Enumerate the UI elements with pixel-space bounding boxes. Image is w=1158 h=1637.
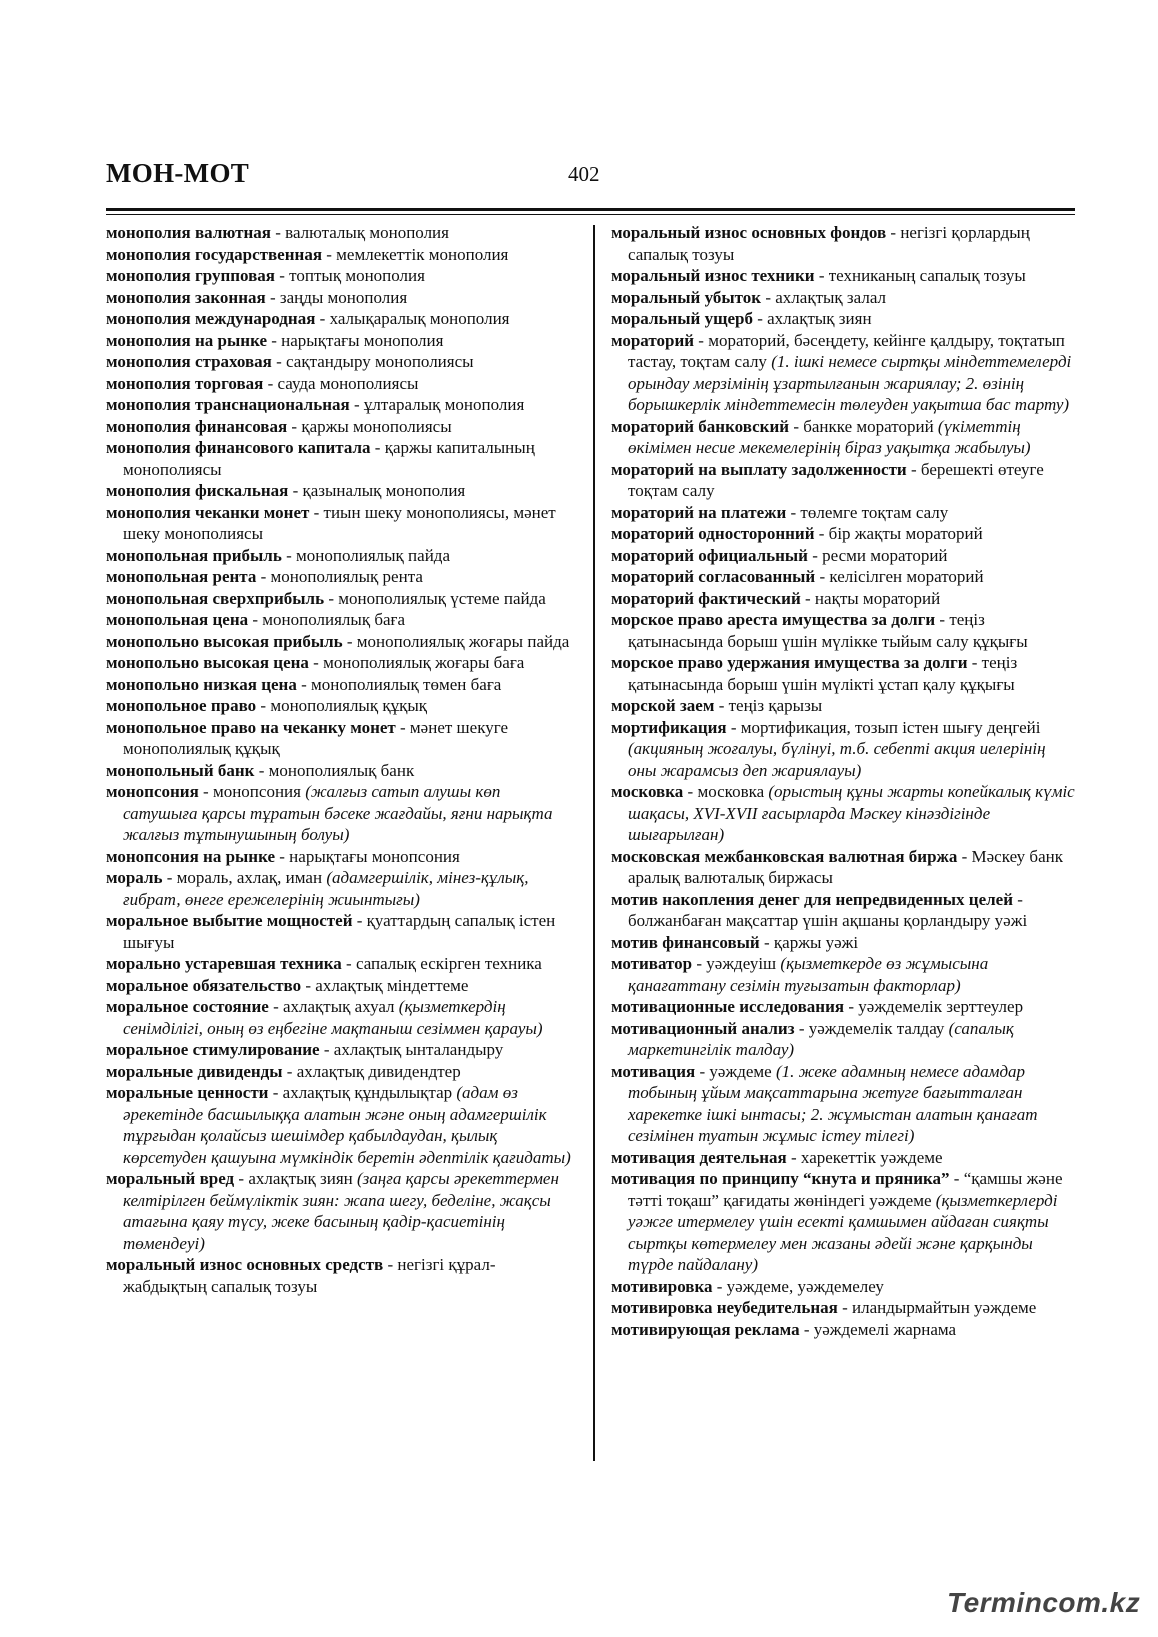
entry-definition: - мортификация, тозып істен шығу деңгейі — [726, 717, 1041, 737]
dictionary-entry — [611, 308, 1077, 330]
entry-term: монопсония на рынке — [106, 846, 276, 866]
dictionary-entry — [611, 717, 1077, 782]
entry-definition: - уәждемелік талдау — [794, 1018, 949, 1038]
entry-term: морской заем — [611, 696, 715, 715]
dictionary-entry — [106, 695, 578, 717]
dictionary-entry — [611, 953, 1077, 996]
entry-term: монопольно высокая цена — [106, 653, 309, 672]
dictionary-entry — [106, 846, 578, 868]
entry-definition: - “қамшы және тәтті тоқаш” қағидаты жөніндегі уәждеме — [628, 1169, 1063, 1210]
dictionary-entry — [611, 566, 1077, 588]
dictionary-entry — [611, 523, 1077, 545]
entry-term: мотивировка неубедительная — [611, 1298, 838, 1317]
dictionary-entry — [611, 1018, 1077, 1061]
entry-term: мортификация — [611, 717, 727, 737]
entry-term: мораторий на выплату задолженности — [611, 459, 907, 479]
dictionary-entry — [611, 330, 1077, 416]
dictionary-entry — [106, 287, 578, 309]
entry-term: морское право удержания имущества за долги — [611, 653, 968, 672]
dictionary-entry — [106, 244, 578, 266]
entry-term: мораторий согласованный — [611, 567, 816, 586]
dictionary-entry — [106, 1082, 578, 1168]
entry-term: мотивирующая реклама — [611, 1319, 800, 1339]
dictionary-entry — [106, 1039, 578, 1061]
dictionary-entry — [611, 996, 1077, 1018]
dictionary-entry — [611, 545, 1077, 567]
entry-definition: - төлемге тоқтам салу — [786, 502, 949, 522]
entry-definition: - монополиялық жоғары пайда — [342, 631, 570, 651]
dictionary-entry — [611, 222, 1077, 265]
entry-definition: - ресми мораторий — [807, 545, 948, 565]
entry-definition: - техниканың сапалық тозуы — [814, 266, 1026, 285]
page-header — [106, 158, 1075, 192]
entry-term: морское право ареста имущества за долги — [611, 610, 936, 629]
dictionary-entry — [106, 265, 578, 287]
entry-term: мотивация деятельная — [611, 1147, 787, 1167]
entry-note: (акцияның жоғалуы, бүлінуі, т.б. себепті акция иелерінің оны жарамсыз деп жариялауы) — [628, 739, 1046, 780]
dictionary-entry — [611, 889, 1077, 932]
entry-definition: - банкке мораторий — [789, 416, 938, 436]
entry-definition: - сауда монополиясы — [263, 373, 419, 393]
entry-term: моральное состояние — [106, 997, 269, 1016]
entry-term: московская межбанковская валютная биржа — [611, 846, 958, 866]
dictionary-entry — [106, 416, 578, 438]
entry-definition: - уәждеме, уәждемелеу — [712, 1276, 884, 1296]
dictionary-entry — [106, 975, 578, 997]
entry-note: (адамгершілік, мінез-құлық, ғибрат, өнеге ережелерінің жиынтығы) — [123, 868, 529, 909]
entry-term: моральный вред — [106, 1169, 235, 1188]
dictionary-entry — [611, 459, 1077, 502]
entry-term: монопольное право на чеканку монет — [106, 717, 396, 737]
entry-term: монополия торговая — [106, 373, 264, 393]
header-rule-thick — [106, 208, 1075, 211]
entry-term: моральные дивиденды — [106, 1061, 283, 1081]
dictionary-entry — [106, 652, 578, 674]
dictionary-entry — [106, 867, 578, 910]
entry-term: мораторий односторонний — [611, 524, 815, 543]
entry-definition: - сақтандыру монополиясы — [271, 352, 474, 371]
dictionary-entry — [106, 609, 578, 631]
entry-definition: - ұлтаралық монополия — [349, 395, 525, 414]
entry-term: моральное обязательство — [106, 975, 302, 995]
entry-definition: - мемлекеттік монополия — [322, 244, 509, 264]
entry-term: монополия страховая — [106, 352, 272, 371]
entry-definition: - қаржы монополиясы — [287, 416, 452, 436]
entry-definition: - нарықтағы монопсония — [275, 846, 460, 866]
dictionary-entry — [106, 330, 578, 352]
entry-definition: - Мәскеу банк аралық валюталық биржасы — [628, 846, 1063, 887]
dictionary-entry — [611, 1147, 1077, 1169]
entry-term: монополия финансового капитала — [106, 438, 371, 457]
entry-term: моральные ценности — [106, 1083, 269, 1102]
entry-definition: - харекеттік уәждеме — [786, 1147, 943, 1167]
entry-definition: - теңіз қарызы — [714, 696, 823, 715]
entry-definition: - қазыналық монополия — [288, 481, 466, 500]
dictionary-entry — [106, 351, 578, 373]
site-logo[interactable]: Termincom.kz — [947, 1587, 1141, 1618]
entry-term: мораторий — [611, 330, 695, 350]
dictionary-entry — [611, 781, 1077, 846]
dictionary-entry — [106, 222, 578, 244]
entry-term: моральный ущерб — [611, 309, 753, 328]
entry-note: (орыстың құны жарты копейкалық күміс шақасы, XVI-XVII ғасырларда Мәскеу кінәздігінде шығарылған) — [628, 782, 1075, 844]
entry-term: моральный износ техники — [611, 266, 815, 285]
header-rule-thin — [106, 214, 1075, 215]
entry-definition: - мораль, ахлақ, иман — [162, 868, 327, 887]
entry-definition: - сапалық ескірген техника — [341, 954, 542, 973]
entry-term: монопсония — [106, 782, 199, 801]
dictionary-entry — [106, 631, 578, 653]
dictionary-entry — [611, 1319, 1077, 1341]
entry-term: монопольно высокая прибыль — [106, 631, 343, 651]
dictionary-entry — [611, 932, 1077, 954]
entry-term: монополия на рынке — [106, 330, 267, 350]
dictionary-entry — [106, 1254, 578, 1297]
entry-definition: - уәждемелі жарнама — [799, 1319, 957, 1339]
page-number: 402 — [568, 162, 600, 186]
entry-definition: - ахлақтық құндылықтар — [268, 1083, 457, 1102]
entry-term: мотивационный анализ — [611, 1018, 795, 1038]
entry-definition: - тиын шеку монополиясы, мәнет шеку монополиясы — [123, 502, 556, 543]
entry-term: монополия фискальная — [106, 481, 289, 500]
entry-definition: - нарықтағы монополия — [267, 330, 444, 350]
entry-term: монопольная прибыль — [106, 545, 282, 565]
entry-definition: - монопсония — [198, 782, 306, 801]
entry-note: (қызметкерде өз жұмысына қанағаттану сезімін туғызатын факторлар) — [628, 954, 989, 995]
dictionary-entry — [106, 953, 578, 975]
entry-note: (адам өз әрекетінде басшылыққа алатын және оның адамгершілік тұрғыдан қолайсыз шешімдер қабылдаудан, қылық көрсетуден қашуына мүмкіндік беретін әдептілік қағидаты) — [123, 1083, 571, 1167]
entry-term: мотивировка — [611, 1276, 713, 1296]
entry-term: мораторий официальный — [611, 545, 808, 565]
entry-term: мотив накопления денег для непредвиденных целей — [611, 889, 1013, 909]
entry-term: мотиватор — [611, 954, 693, 973]
entry-definition: - топтық монополия — [275, 266, 425, 285]
entry-term: монополия финансовая — [106, 416, 288, 436]
entry-term: монополия валютная — [106, 223, 271, 242]
left-column — [106, 222, 578, 1297]
entry-note: (1. ішкі немесе сыртқы міндеттемелерді орындау мерзімінің ұзартылғанын жариялау; 2. өзінің борышкерлік міндеттемесін төлеуден уақытша бас тарту) — [628, 352, 1072, 414]
entry-definition: - халықаралық монополия — [315, 309, 510, 328]
entry-term: моральное выбытие мощностей — [106, 911, 353, 930]
entry-term: монопольная цена — [106, 610, 249, 629]
dictionary-entry — [611, 1276, 1077, 1298]
dictionary-entry — [106, 1061, 578, 1083]
entry-term: моральный убыток — [611, 287, 762, 307]
entry-definition: - иландырмайтын уәждеме — [837, 1298, 1037, 1317]
entry-term: мотивация по принципу “кнута и пряника” — [611, 1169, 950, 1188]
dictionary-entry — [106, 545, 578, 567]
dictionary-entry — [106, 502, 578, 545]
entry-note: (сапалық маркетингілік талдау) — [628, 1018, 1014, 1059]
entry-term: московка — [611, 782, 684, 801]
entry-note: (қызметкердің сенімділігі, оның өз еңбегіне мақтаныш сезіммен қарауы) — [123, 997, 543, 1038]
entry-definition: - монополиялық үстеме пайда — [324, 588, 546, 608]
entry-definition: - қаржы уәжі — [759, 932, 859, 952]
dictionary-entry — [106, 674, 578, 696]
entry-definition: - мәнет шекуге монополиялық құқық — [123, 717, 509, 758]
entry-definition: - монополиялық пайда — [281, 545, 450, 565]
dictionary-entry — [611, 287, 1077, 309]
entry-term: мораторий банковский — [611, 416, 790, 436]
entry-term: моральное стимулирование — [106, 1040, 320, 1059]
entry-term: монополия международная — [106, 309, 316, 328]
entry-term: монополия транснациональная — [106, 395, 350, 414]
dictionary-entry — [106, 308, 578, 330]
entry-definition: - негізгі құрал-жабдықтың сапалық тозуы — [123, 1255, 496, 1296]
entry-definition: - теңіз қатынасында борыш үшін мүлікке тыйым салу құқығы — [628, 610, 1028, 651]
entry-term: мотивация — [611, 1061, 696, 1081]
entry-definition: - теңіз қатынасында борыш үшін мүлікті ұстап қалу құқығы — [628, 653, 1018, 694]
dictionary-entry — [106, 394, 578, 416]
entry-term: моральный износ основных фондов — [611, 223, 887, 242]
entry-term: моральный износ основных средств — [106, 1255, 384, 1274]
dictionary-entry — [611, 1297, 1077, 1319]
entry-definition: - монополиялық баға — [248, 610, 406, 629]
entry-definition: - қаржы капиталының монополиясы — [123, 438, 535, 479]
dictionary-entry — [106, 437, 578, 480]
dictionary-entry — [611, 846, 1077, 889]
entry-definition: - келісілген мораторий — [815, 567, 984, 586]
column-divider — [593, 225, 595, 1461]
entry-term: монопольная сверхприбыль — [106, 588, 325, 608]
entry-definition: - ахлақтық дивидендтер — [282, 1061, 461, 1081]
dictionary-entry — [611, 265, 1077, 287]
entry-term: мотивационные исследования — [611, 997, 845, 1016]
dictionary-entry — [611, 416, 1077, 459]
entry-note: (қызметкерлерді уәжге итермелеу үшін есекті қамшымен айдаған сияқты сыртқы көтермелеу мен жазаны әдейі және қарқынды түрде пайдалану) — [628, 1190, 1058, 1274]
entry-term: монополия законная — [106, 287, 266, 307]
entry-definition: - монополиялық жоғары баға — [308, 653, 525, 672]
dictionary-entry — [106, 717, 578, 760]
entry-definition: - ахлақтық залал — [761, 287, 887, 307]
entry-definition: - монополиялық төмен баға — [296, 674, 502, 694]
dictionary-entry — [611, 695, 1077, 717]
entry-term: мораторий фактический — [611, 588, 801, 608]
entry-definition: - ахлақтық міндеттеме — [301, 975, 469, 995]
dictionary-entry — [106, 566, 578, 588]
entry-definition: - ахлақтық ахуал — [268, 997, 399, 1016]
dictionary-entry — [106, 373, 578, 395]
entry-definition: - монополиялық құқық — [256, 696, 428, 715]
dictionary-entry — [611, 652, 1077, 695]
entry-term: монопольное право — [106, 696, 257, 715]
entry-term: монопольная рента — [106, 567, 257, 586]
entry-definition: - московка — [683, 782, 769, 801]
entry-definition: - болжанбаған мақсаттар үшін ақшаны қорландыру уәжі — [628, 889, 1028, 930]
entry-definition: - қуаттардың сапалық істен шығуы — [123, 911, 556, 952]
entry-term: монополия групповая — [106, 266, 275, 285]
entry-note: (үкіметтің өкімімен несие мекемелерінің біраз уақытқа жабылуы) — [628, 416, 1031, 457]
entry-term: монопольный банк — [106, 760, 255, 780]
entry-term: монопольно низкая цена — [106, 674, 297, 694]
dictionary-entry — [611, 1061, 1077, 1147]
dictionary-entry — [106, 1168, 578, 1254]
entry-definition: - берешекті өтеуге тоқтам салу — [628, 459, 1044, 500]
dictionary-entry — [106, 781, 578, 846]
entry-definition: - уәждемелік зерттеулер — [844, 997, 1024, 1016]
entry-definition: - монополиялық банк — [254, 760, 415, 780]
dictionary-entry — [106, 588, 578, 610]
entry-term: мотив финансовый — [611, 932, 760, 952]
entry-definition: - ахлақтық зиян — [752, 309, 872, 328]
entry-definition: - ахлақтық зиян — [234, 1169, 357, 1188]
dictionary-entry — [611, 502, 1077, 524]
entry-term: морально устаревшая техника — [106, 954, 342, 973]
entry-term: монополия государственная — [106, 244, 323, 264]
dictionary-entry — [611, 1168, 1077, 1276]
entry-note: (заңға қарсы әрекеттермен келтірілген беймүліктік зиян: жапа шегу, беделіне, жақсы атағына қаяу түсу, жеке басының қадір-қасиетінің төмендеуі) — [123, 1169, 559, 1253]
entry-definition: - ахлақтық ынталандыру — [319, 1040, 504, 1059]
dictionary-entry — [611, 588, 1077, 610]
entry-definition: - монополиялық рента — [256, 567, 423, 586]
entry-definition: - бір жақты мораторий — [814, 524, 983, 543]
entry-definition: - нақты мораторий — [800, 588, 941, 608]
entry-term: мораторий на платежи — [611, 502, 787, 522]
entry-term: мораль — [106, 868, 163, 887]
entry-definition: - негізгі қорлардың сапалық тозуы — [628, 223, 1030, 264]
entry-note: (1. жеке адамның немесе адамдар тобының ұйым мақсаттарына жетуге бағытталған харекетке ішкі ынтасы; 2. жұмыстан алатын қанағат сезімінен туатын жұмыс істеу тілегі) — [628, 1061, 1038, 1145]
entry-definition: - мораторий, бәсеңдету, кейінге қалдыру, тоқтатып тастау, тоқтам салу — [628, 330, 1065, 371]
entry-note: (жалғыз сатып алушы көп сатушыға қарсы тұратын бәсеке жағдайы, яғни нарықта жалғыз тұтынушының болуы) — [123, 782, 553, 844]
entry-definition: - уәждеуіш — [692, 954, 781, 973]
page-title: МОН-МОТ — [106, 158, 250, 188]
right-column — [611, 222, 1077, 1340]
entry-definition: - уәждеме — [695, 1061, 776, 1081]
dictionary-entry — [106, 480, 578, 502]
entry-definition: - валюталық монополия — [270, 223, 449, 242]
dictionary-entry — [611, 609, 1077, 652]
entry-term: монополия чеканки монет — [106, 502, 310, 522]
entry-definition: - заңды монополия — [265, 287, 408, 307]
dictionary-entry — [106, 910, 578, 953]
dictionary-entry — [106, 996, 578, 1039]
dictionary-entry — [106, 760, 578, 782]
